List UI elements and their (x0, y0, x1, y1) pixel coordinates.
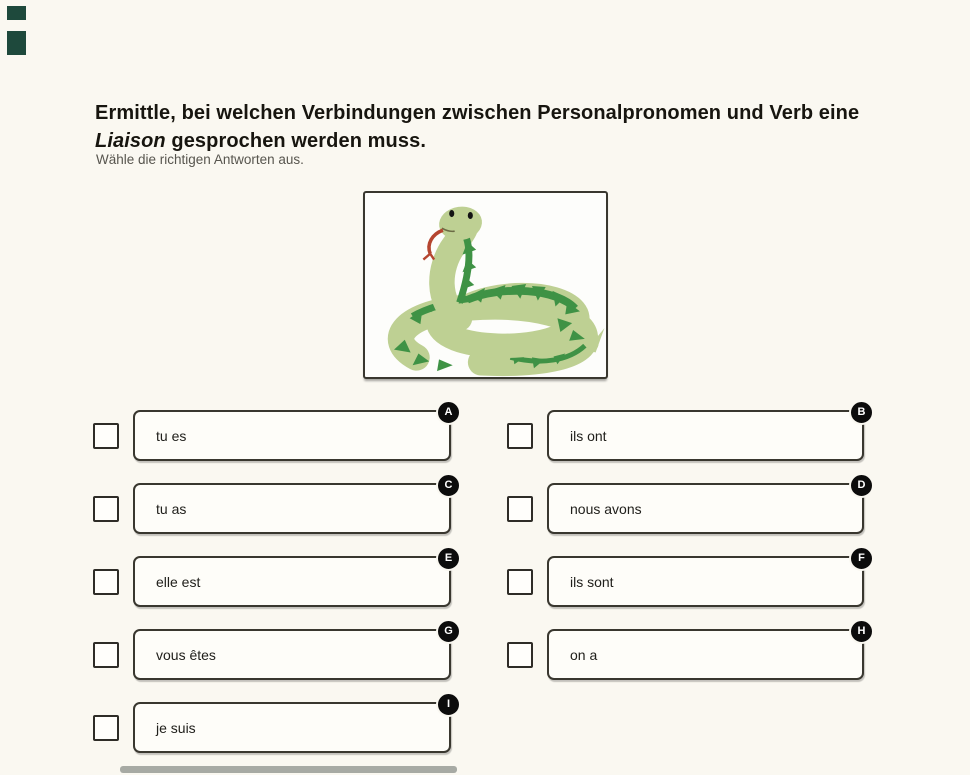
answer-label: tu es (156, 427, 187, 444)
answer-checkbox-f[interactable] (507, 569, 533, 595)
answer-option-h[interactable] (547, 625, 866, 680)
title-text: Ermittle, bei welchen Verbindungen zwischen Personalpronomen und Verb eine (95, 102, 860, 125)
answer-letter-badge: I (436, 692, 461, 717)
answer-label: vous êtes (156, 646, 216, 663)
answer-option-b[interactable] (547, 406, 866, 461)
answer-row-a (93, 406, 453, 461)
answer-label: ils sont (570, 573, 614, 590)
answer-row-b (507, 406, 866, 461)
answer-option-i[interactable] (133, 698, 451, 753)
answer-letter-badge: G (436, 619, 461, 644)
answer-letter-badge: D (849, 473, 874, 498)
answer-letter-badge: B (849, 400, 874, 425)
answer-row-e (93, 552, 453, 607)
title-italic-term: Liaison (95, 130, 166, 153)
exercise-image-card (363, 191, 608, 379)
answer-checkbox-b[interactable] (507, 423, 533, 449)
answer-label: elle est (156, 573, 201, 590)
answer-letter-badge: C (436, 473, 461, 498)
answer-letter-badge: E (436, 546, 461, 571)
answer-option-f[interactable] (547, 552, 865, 607)
answer-checkbox-i[interactable] (93, 715, 119, 741)
answer-option-d[interactable] (547, 479, 866, 534)
answer-letter-badge: A (436, 400, 461, 425)
answer-checkbox-d[interactable] (507, 496, 533, 522)
answer-checkbox-h[interactable] (507, 642, 533, 668)
answer-row-f (507, 552, 865, 607)
corner-decoration-square (7, 6, 26, 20)
answers-column-right (507, 406, 866, 702)
answer-letter-badge: H (849, 619, 874, 644)
answer-row-c (93, 479, 453, 534)
answer-row-d (507, 479, 866, 534)
answer-label: on a (570, 646, 598, 663)
exercise-title (95, 99, 867, 155)
answer-option-c[interactable] (133, 479, 453, 534)
answer-label: tu as (156, 500, 187, 517)
answer-label: ils ont (570, 427, 607, 444)
answers-column-left (93, 406, 453, 775)
answer-letter-badge: F (849, 546, 874, 571)
snake-illustration (365, 193, 606, 377)
answer-checkbox-g[interactable] (93, 642, 119, 668)
answer-checkbox-e[interactable] (93, 569, 119, 595)
answer-row-g (93, 625, 453, 680)
answer-option-g[interactable] (133, 625, 453, 680)
answer-label: nous avons (570, 500, 642, 517)
answer-row-i (93, 698, 451, 753)
answer-label: je suis (156, 719, 196, 736)
bottom-progress-bar (120, 766, 457, 773)
exercise-instruction: Wähle die richtigen Antworten aus. (96, 152, 304, 167)
answer-row-h (507, 625, 866, 680)
corner-decoration-square (7, 31, 26, 55)
answer-checkbox-c[interactable] (93, 496, 119, 522)
answer-option-a[interactable] (133, 406, 453, 461)
answer-option-e[interactable] (133, 552, 453, 607)
title-text-end: gesprochen werden muss. (165, 130, 426, 153)
answer-checkbox-a[interactable] (93, 423, 119, 449)
